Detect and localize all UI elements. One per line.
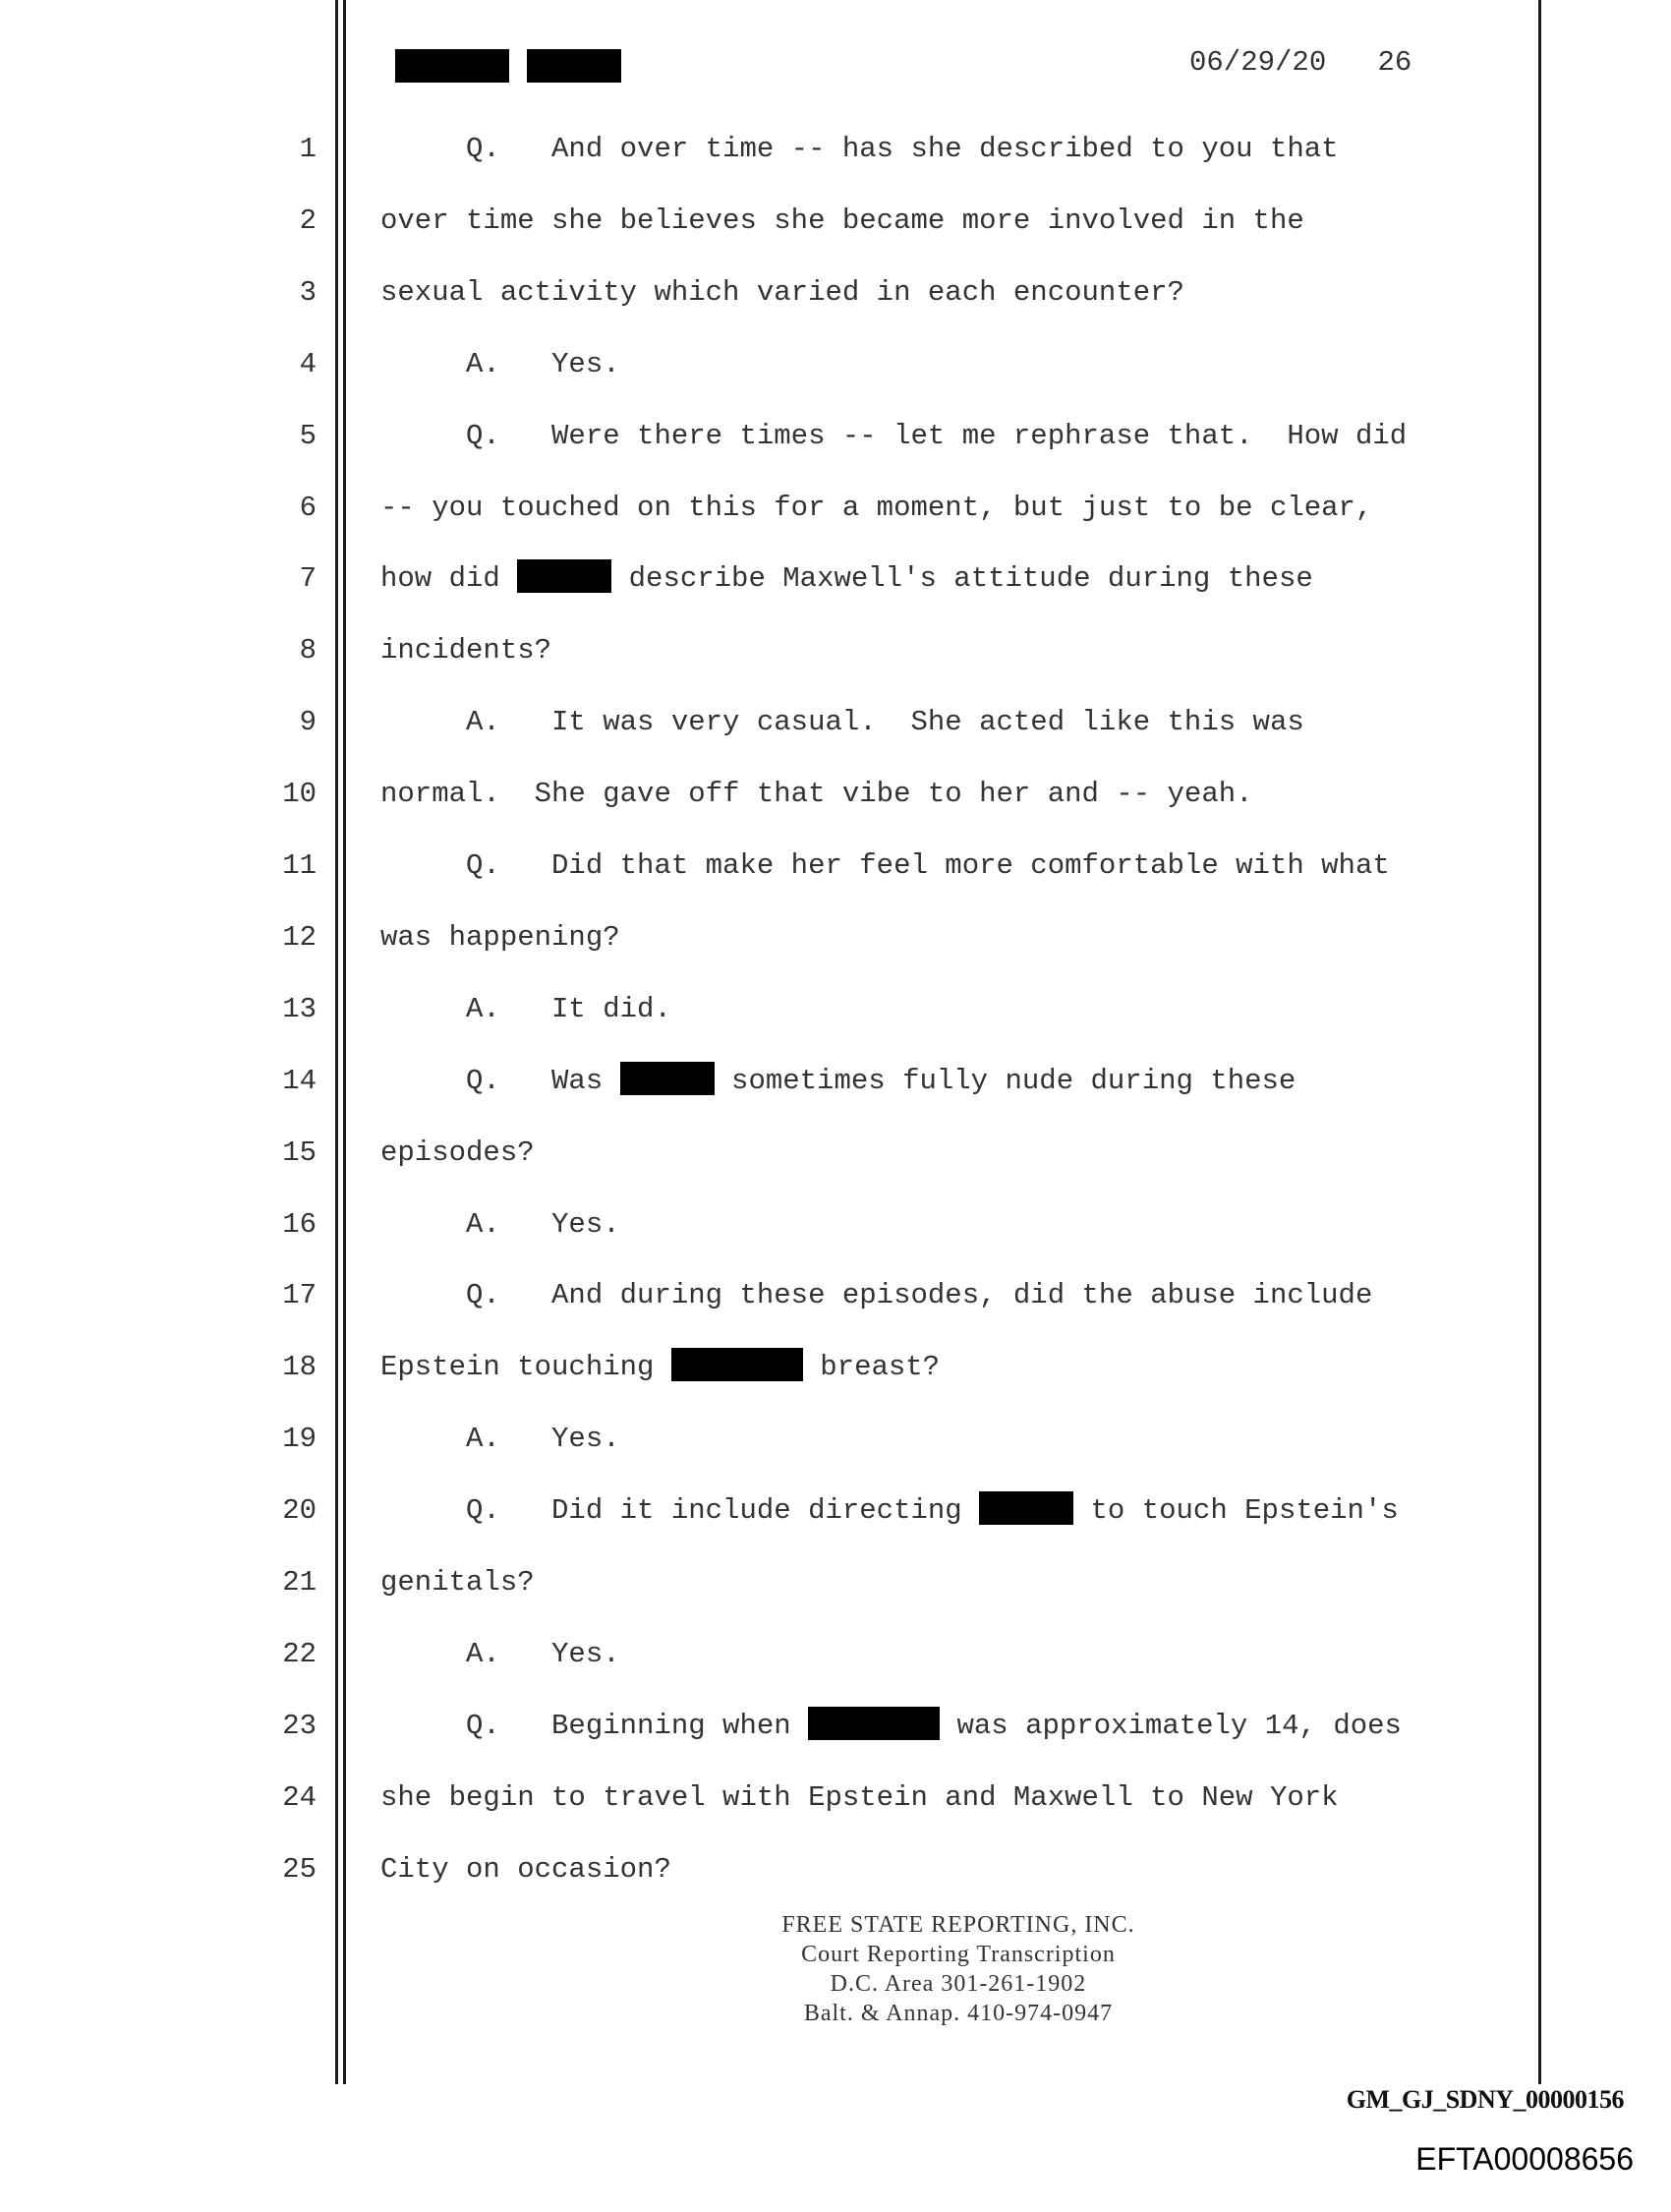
redaction-box: [527, 49, 621, 83]
line-text-segment: -- you touched on this for a moment, but just to be clear,: [380, 491, 1373, 524]
line-number: 15: [282, 1135, 317, 1169]
line-number: 3: [299, 275, 317, 309]
line-text-segment: Q. And during these episodes, did the abuse include: [380, 1279, 1373, 1312]
line-text: [380, 1348, 940, 1387]
line-text: [380, 1563, 535, 1602]
transcript-line: [0, 1406, 1671, 1477]
line-text: [380, 703, 1304, 742]
transcript-line: [0, 475, 1671, 546]
redaction-box: [671, 1348, 803, 1381]
redaction-box: [979, 1491, 1073, 1525]
reporter-footer: [344, 1910, 1573, 2028]
line-number: 7: [299, 562, 317, 596]
transcript-line: [0, 1262, 1671, 1333]
transcript-line: [0, 833, 1671, 903]
line-text-segment: Q. Beginning when: [380, 1709, 809, 1742]
redaction-box: [517, 559, 611, 593]
transcript-line: [0, 617, 1671, 688]
bates-number: GM_GJ_SDNY_00000156: [1346, 2085, 1624, 2114]
line-text: [380, 990, 671, 1029]
line-text: [380, 130, 1339, 169]
line-text-segment: episodes?: [380, 1135, 535, 1169]
line-text: [380, 345, 620, 384]
transcript-line: [0, 1549, 1671, 1620]
line-text-segment: was approximately 14, does: [940, 1709, 1402, 1742]
transcript-line: [0, 1334, 1671, 1405]
transcript-line: [0, 116, 1671, 187]
line-text: [380, 1420, 620, 1459]
line-text: [380, 1134, 535, 1173]
line-text: [380, 1276, 1372, 1315]
footer-balt-phone: Balt. & Annap. 410-974-0947: [803, 2001, 1114, 2026]
line-text-segment: normal. She gave off that vibe to her and -- yeah.: [380, 778, 1253, 811]
line-number: 20: [282, 1494, 317, 1528]
line-number: 6: [299, 491, 317, 524]
line-number: 2: [299, 204, 317, 237]
line-text: [380, 202, 1304, 241]
line-text: [380, 631, 551, 670]
line-text: [380, 1707, 1402, 1746]
line-text-segment: sexual activity which varied in each encounter?: [380, 275, 1184, 309]
line-text-segment: Q. Were there times -- let me rephrase that. How did: [380, 419, 1408, 452]
line-text: [380, 417, 1407, 456]
line-number: 9: [299, 706, 317, 739]
transcript-line: [0, 1478, 1671, 1548]
line-text: [380, 489, 1372, 528]
line-number: 5: [299, 419, 317, 452]
line-number: 11: [282, 849, 317, 882]
footer-company: FREE STATE REPORTING, INC.: [781, 1912, 1135, 1938]
line-number: 18: [282, 1351, 317, 1384]
efta-number: EFTA00008656: [1415, 2141, 1634, 2177]
line-text-segment: describe Maxwell's attitude during these: [611, 562, 1313, 596]
redaction-box: [395, 49, 509, 83]
transcript-line: [0, 546, 1671, 616]
line-number: 19: [282, 1423, 317, 1456]
transcript-line: [0, 689, 1671, 760]
header-date-page: [1189, 45, 1412, 81]
line-text: [380, 846, 1390, 886]
line-text: [380, 559, 1313, 599]
line-text: [380, 1062, 1296, 1101]
header-page-number: 26: [1377, 46, 1412, 79]
line-number: 21: [282, 1566, 317, 1599]
transcript-line: [0, 260, 1671, 330]
line-text-segment: to touch Epstein's: [1073, 1494, 1399, 1528]
transcript-line: [0, 976, 1671, 1047]
line-text: [380, 1491, 1399, 1531]
line-number: 25: [282, 1852, 317, 1886]
line-text: [380, 273, 1184, 313]
line-number: 4: [299, 347, 317, 380]
line-text: [380, 1850, 671, 1890]
line-text-segment: Q. And over time -- has she described to you that: [380, 133, 1339, 165]
line-text: [380, 1778, 1339, 1818]
line-number: 17: [282, 1279, 317, 1312]
transcript-line: [0, 1048, 1671, 1119]
line-text-segment: A. Yes.: [380, 1637, 620, 1670]
transcript-line: [0, 403, 1671, 474]
line-text: [380, 1635, 620, 1674]
line-number: 22: [282, 1637, 317, 1670]
line-text-segment: A. It did.: [380, 992, 671, 1025]
line-text-segment: Q. Was: [380, 1064, 620, 1097]
line-number: 24: [282, 1780, 317, 1814]
line-text-segment: genitals?: [380, 1566, 535, 1599]
footer-service: Court Reporting Transcription: [801, 1942, 1116, 1967]
line-number: 13: [282, 992, 317, 1025]
transcript-line: [0, 1120, 1671, 1191]
line-number: 23: [282, 1709, 317, 1742]
line-text-segment: A. It was very casual. She acted like this was: [380, 706, 1304, 739]
line-number: 14: [282, 1064, 317, 1097]
line-text-segment: Epstein touching: [380, 1351, 671, 1384]
line-text-segment: breast?: [802, 1351, 941, 1384]
page-header: [393, 45, 1440, 88]
transcript-line: [0, 1693, 1671, 1764]
footer-dc-phone: D.C. Area 301-261-1902: [830, 1971, 1087, 1997]
line-text-segment: A. Yes.: [380, 1207, 620, 1241]
line-text: [380, 1205, 620, 1245]
transcript-line: [0, 1765, 1671, 1835]
line-text-segment: over time she believes she became more involved in the: [380, 204, 1304, 237]
line-text-segment: A. Yes.: [380, 1423, 620, 1456]
transcript-line: [0, 1192, 1671, 1262]
line-text: [380, 775, 1253, 814]
line-text-segment: how did: [380, 562, 518, 596]
transcript-line: [0, 331, 1671, 402]
line-text-segment: Q. Did that make her feel more comfortable with what: [380, 849, 1390, 882]
redaction-box: [808, 1707, 940, 1740]
line-number: 10: [282, 778, 317, 811]
transcript-line: [0, 904, 1671, 975]
line-text: [380, 918, 620, 958]
transcript-line: [0, 761, 1671, 832]
line-number: 16: [282, 1207, 317, 1241]
line-text-segment: Q. Did it include directing: [380, 1494, 980, 1528]
transcript-line: [0, 1621, 1671, 1692]
line-number: 8: [299, 634, 317, 668]
line-text-segment: was happening?: [380, 920, 620, 954]
line-number: 12: [282, 920, 317, 954]
line-text-segment: sometimes fully nude during these: [714, 1064, 1296, 1097]
redaction-box: [620, 1062, 715, 1095]
header-date: 06/29/20: [1189, 46, 1327, 79]
transcript-line: [0, 1836, 1671, 1907]
line-number: 1: [299, 133, 317, 165]
line-text-segment: she begin to travel with Epstein and Maxwell to New York: [380, 1780, 1339, 1814]
line-text-segment: incidents?: [380, 634, 552, 668]
line-text-segment: City on occasion?: [380, 1852, 671, 1886]
line-text-segment: A. Yes.: [380, 347, 620, 380]
transcript-line: [0, 188, 1671, 259]
